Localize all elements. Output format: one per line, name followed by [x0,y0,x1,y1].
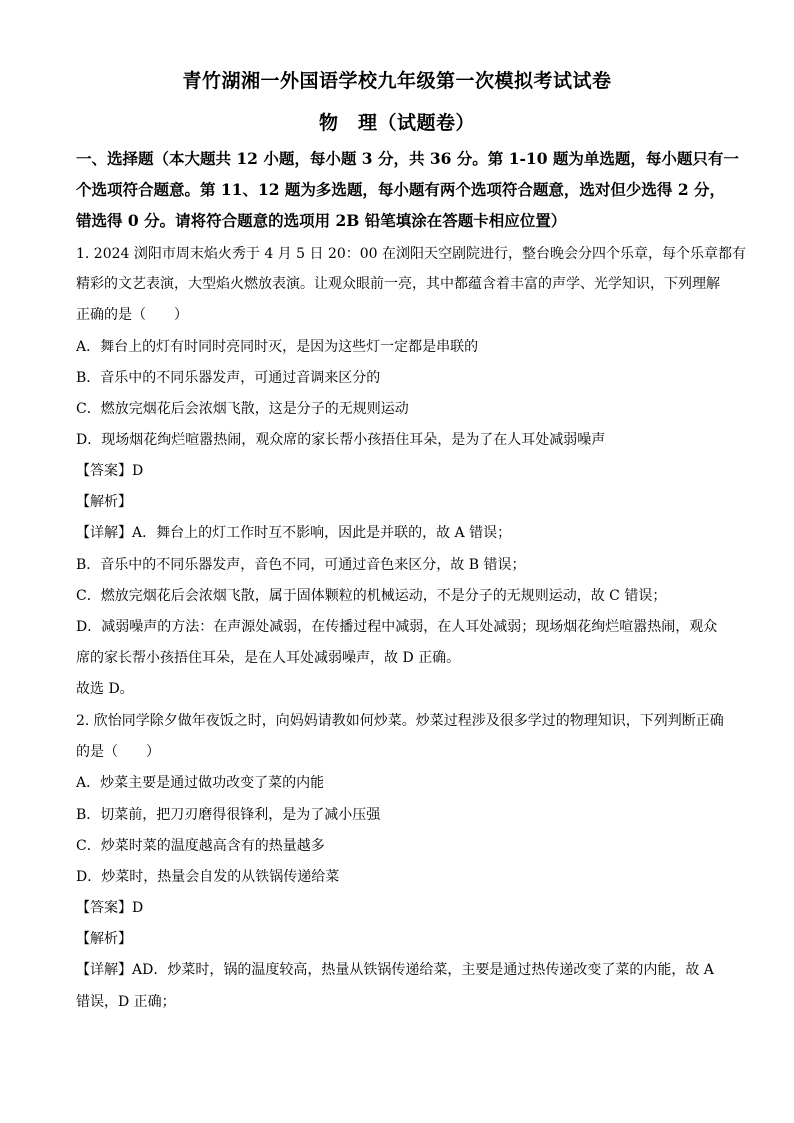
question-stem-line: 正确的是（ ） [76,307,188,323]
explanation-line: 席的家长帮小孩捂住耳朵，是在人耳处减弱噪声，故 D 正确。 [76,650,461,666]
explanation-line: 故选 D。 [76,681,134,697]
section-line: 个选项符合题意。第 11、12 题为多选题，每小题有两个选项符合题意，选对但少选得 2 分， [76,180,726,199]
page-title: 青竹湖湘一外国语学校九年级第一次模拟考试试卷 [182,70,612,92]
explanation-line: 【详解】AD．炒菜时，锅的温度较高，热量从铁锅传递给菜，主要是通过热传递改变了菜的内能，故 A [76,962,714,978]
question-stem-line: 2. 欣怡同学除夕做年夜饭之时，向妈妈请教如何炒菜。炒菜过程涉及很多学过的物理知识，下列判断正确 [76,713,724,729]
option-b: B．切菜前，把刀刃磨得很锋利，是为了减小压强 [76,807,381,823]
option-b: B．音乐中的不同乐器发声，可通过音调来区分的 [76,370,381,386]
explanation-line: 错误，D 正确； [76,994,176,1010]
section-line: 一、选择题（本大题共 12 小题，每小题 3 分，共 36 分。第 1-10 题为单选题，每小题只有一 [76,149,739,168]
option-a: A．舞台上的灯有时同时亮同时灭，是因为这些灯一定都是串联的 [76,339,479,355]
option-c: C．燃放完烟花后会浓烟飞散，这是分子的无规则运动 [76,401,409,417]
explanation-line: B．音乐中的不同乐器发声，音色不同，可通过音色来区分，故 B 错误； [76,557,526,573]
explanation-line: 【详解】A．舞台上的灯工作时互不影响，因此是并联的，故 A 错误； [76,525,512,541]
question-stem-line: 精彩的文艺表演，大型焰火燃放表演。让观众眼前一亮，其中都蕴含着丰富的声学、光学知识，下列理解 [76,276,720,292]
question-stem-line: 的是（ ） [76,744,160,760]
question-stem-line: 1. 2024 浏阳市周末焰火秀于 4 月 5 日 20：00 在浏阳天空剧院进行，整台晚会分四个乐章，每个乐章都有 [76,246,747,262]
analysis-label: 【解析】 [76,931,132,947]
option-c: C．炒菜时菜的温度越高含有的热量越多 [76,838,325,854]
page-subtitle: 物 理（试题卷） [318,112,475,134]
answer-line: 【答案】D [76,463,144,479]
section-line: 错选得 0 分。请将符合题意的选项用 2B 铅笔填涂在答题卡相应位置） [76,211,567,230]
answer-line: 【答案】D [76,900,144,916]
option-d: D．现场烟花绚烂喧嚣热闹，观众席的家长帮小孩捂住耳朵，是为了在人耳处减弱噪声 [76,432,606,448]
analysis-label: 【解析】 [76,494,132,510]
explanation-line: C．燃放完烟花后会浓烟飞散，属于固体颗粒的机械运动，不是分子的无规则运动，故 C 错误； [76,588,667,604]
explanation-line: D．减弱噪声的方法：在声源处减弱，在传播过程中减弱，在人耳处减弱；现场烟花绚烂喧嚣热闹，观众 [76,619,718,635]
option-a: A．炒菜主要是通过做功改变了菜的内能 [76,775,325,791]
option-d: D．炒菜时，热量会自发的从铁锅传递给菜 [76,869,340,885]
